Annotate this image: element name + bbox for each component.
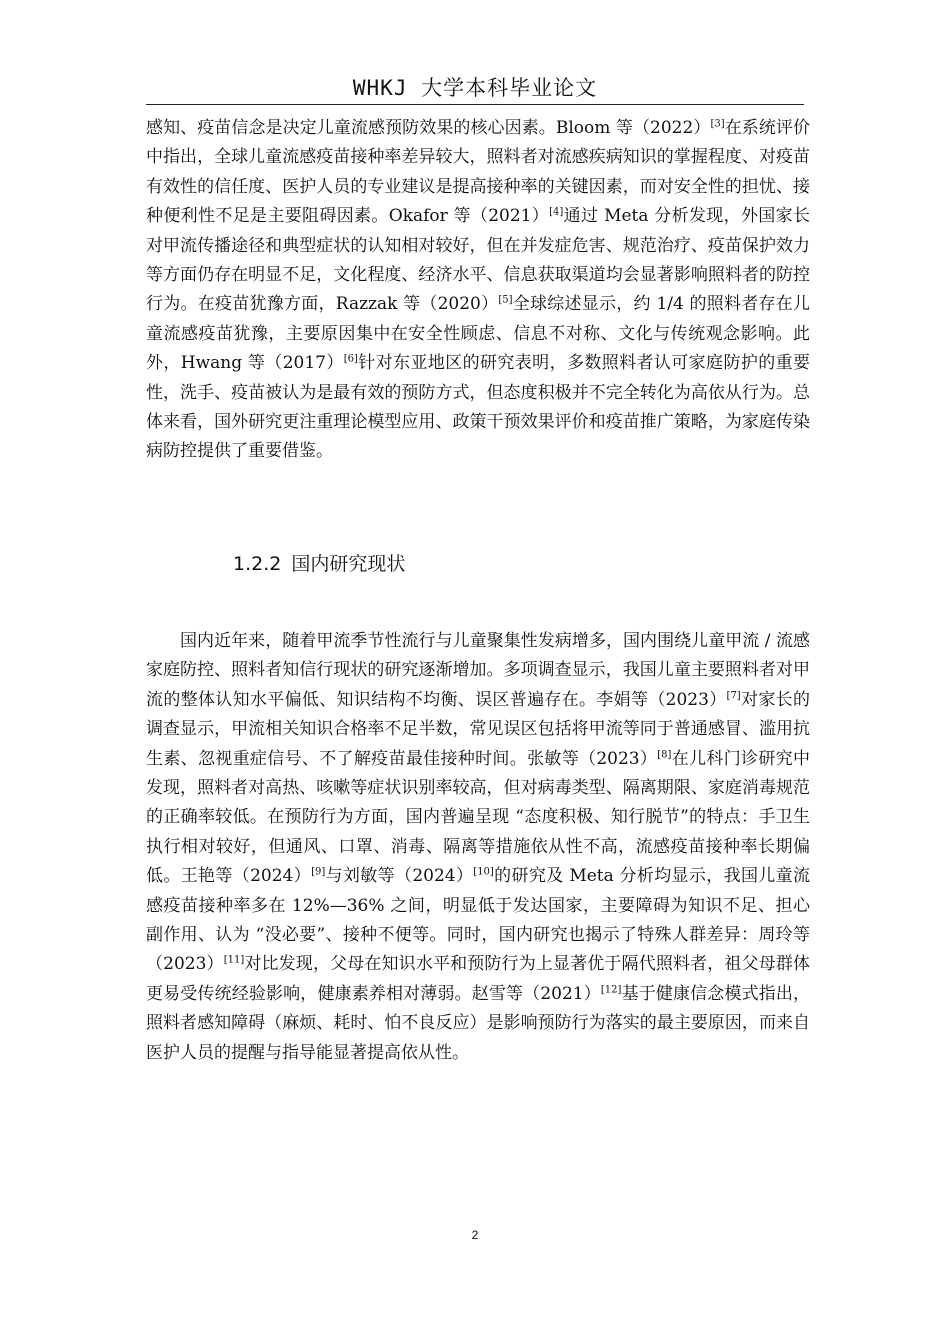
page-number: 2 (471, 1228, 479, 1242)
text-run: 与刘敏等（2024） (325, 866, 474, 887)
text-run: 基于健康信念模式指出，照料者感知障碍（麻烦、耗时、怕不良反应）是影响预防行为落实的最主要原因，而来自医护人员的提醒与指导能显著提高依从性。 (146, 983, 811, 1063)
text-run: 通过 Meta 分析发现，外国家长对甲流传播途径和典型症状的认知相对较好，但在并发症危害、规范治疗、疫苗保护效力等方面仍存在明显不足，文化程度、经济水平、信息获取渠道均会显著影响照料者的防控行为。在疫苗犹豫方面，Razzak 等（2020） (146, 206, 810, 315)
text-run: 针对东亚地区的研究表明，多数照料者认可家庭防护的重要性，洗手、疫苗被认为是最有效的预防方式，但态度积极并不完全转化为高依从行为。总体来看，国外研究更注重理论模型应用、政策干预效果评价和疫苗推广策略，为家庭传染病防控提供了重要借鉴。 (146, 353, 810, 462)
text-run: 国内近年来，随着甲流季节性流行与儿童聚集性发病增多，国内围绕儿童甲流 / 流感家庭防控、照料者知信行现状的研究逐渐增加。多项调查显示，我国儿童主要照料者对甲流的整体认知水平偏低、知识结构不均衡、误区普遍存在。李娟等（2023） (146, 631, 810, 710)
text-run: 的研究及 Meta 分析均显示，我国儿童流感疫苗接种率多在 12%—36% 之间，明显低于发达国家，主要障碍为知识不足、担心副作用、认为 “没必要”、接种不便等。同时，国内研究也揭示了特殊人群差异：周玲等（2023） (146, 866, 811, 975)
running-header: WHKJ 大学本科毕业论文 (352, 76, 598, 100)
text-run: 对家长的调查显示，甲流相关知识合格率不足半数，常见误区包括将甲流等同于普通感冒、滥用抗生素、忽视重症信号、不了解疫苗最佳接种时间。张敏等（2023） (146, 689, 811, 769)
paragraph-domestic-research (146, 627, 810, 1068)
citation-ref: [3] (710, 118, 725, 130)
citation-ref: [12] (600, 984, 622, 996)
section-title: 国内研究现状 (291, 553, 406, 575)
citation-ref: [8] (657, 748, 672, 760)
citation-ref: [9] (311, 866, 326, 878)
citation-ref: [4] (549, 206, 564, 218)
text-run: 全球综述显示，约 1/4 的照料者存在儿童流感疫苗犹豫，主要原因集中在安全性顾虑、信息不对称、文化与传统观念影响。此外，Hwang 等（2017） (146, 294, 810, 374)
section-heading (233, 550, 405, 578)
text-run: 对比发现，父母在知识水平和预防行为上显著优于隔代照料者，祖父母群体更易受传统经验影响，健康素养相对薄弱。赵雪等（2021） (146, 954, 811, 1004)
paragraph-foreign-research (146, 114, 810, 467)
citation-ref: [7] (726, 690, 741, 702)
text-run: 在儿科门诊研究中发现，照料者对高热、咳嗽等症状识别率较高，但对病毒类型、隔离期限、家庭消毒规范的正确率较低。在预防行为方面，国内普遍呈现 “态度积极、知行脱节”的特点：手卫生执行相对较好，但通风、口罩、消毒、隔离等措施依从性不高，流感疫苗接种率长期偏低。王艳等（2024） (146, 748, 811, 887)
text-run: 在系统评价中指出，全球儿童流感疫苗接种率差异较大，照料者对流感疾病知识的掌握程度、对疫苗有效性的信任度、医护人员的专业建议是提高接种率的关键因素，而对安全性的担忧、接种便利性不足是主要阻碍因素。Okafor 等（2021） (146, 118, 811, 227)
citation-ref: [11] (223, 954, 245, 966)
text-run: 感知、疫苗信念是决定儿童流感预防效果的核心因素。Bloom 等（2022） (146, 118, 711, 138)
citation-ref: [6] (343, 353, 358, 365)
citation-ref: [10] (473, 866, 494, 878)
header-rule (146, 104, 804, 105)
citation-ref: [5] (498, 294, 513, 306)
section-number: 1.2.2 (233, 553, 282, 575)
